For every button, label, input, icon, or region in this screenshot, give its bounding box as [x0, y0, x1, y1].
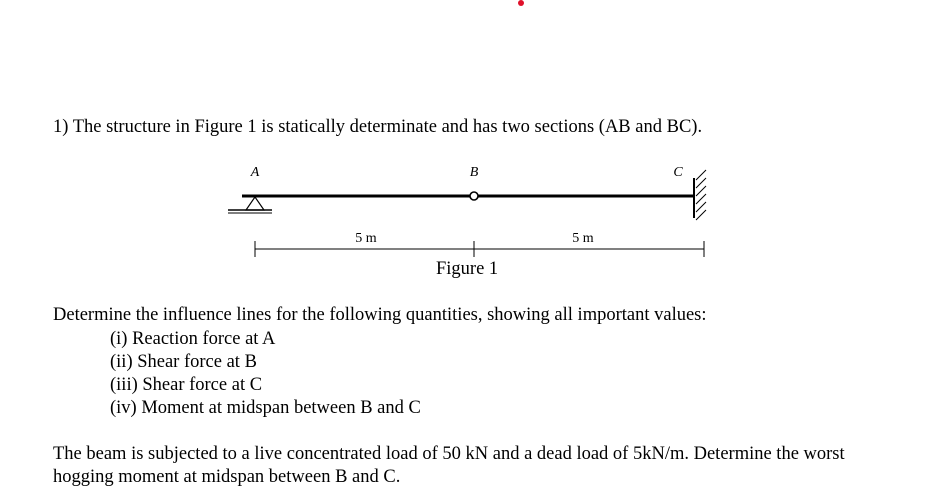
dim-label-bc: 5 m: [572, 231, 594, 246]
figure-caption: Figure 1: [436, 259, 499, 279]
label-c: C: [673, 165, 683, 180]
fixed-support-c: [694, 170, 706, 220]
task-item-shear-b: (ii) Shear force at B: [110, 352, 257, 372]
task-item-moment-midspan: (iv) Moment at midspan between B and C: [110, 398, 421, 418]
hinge-b: [470, 192, 478, 200]
task-item-reaction-a: (i) Reaction force at A: [110, 329, 276, 349]
dimension-line: [255, 241, 704, 257]
red-dot-marker: [518, 0, 524, 6]
question-statement: 1) The structure in Figure 1 is statically determinate and has two sections (AB and BC).: [53, 117, 703, 137]
task-intro: Determine the influence lines for the following quantities, showing all important values:: [53, 305, 707, 325]
beam-figure: [220, 160, 720, 270]
task-item-shear-c: (iii) Shear force at C: [110, 375, 263, 395]
final-question: The beam is subjected to a live concentrated load of 50 kN and a dead load of 5kN/m. Determine the worst hogging moment at midspan between B and C.: [53, 444, 845, 487]
dim-label-ab: 5 m: [355, 231, 377, 246]
label-b: B: [469, 165, 479, 180]
task-list: [110, 328, 421, 420]
label-a: A: [250, 165, 260, 180]
pin-support-a: [228, 197, 272, 213]
